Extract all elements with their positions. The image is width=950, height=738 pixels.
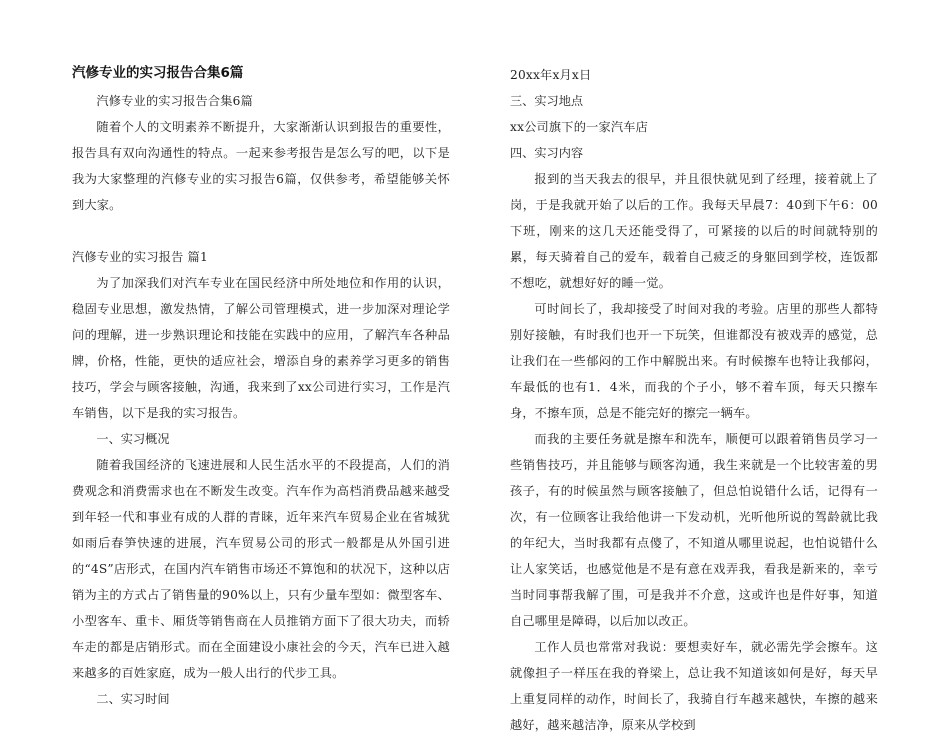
body-paragraph-1: 为了加深我们对汽车专业在国民经济中所处地位和作用的认识，稳固专业思想，激发热情，了解公司管理模式，进一步加深对理论学问的理解，进一步熟识理论和技能在实践中的应用，了解汽车各种品牌，价格，性能，更快的适应社会，增添自身的素养学习更多的销售技巧，学会与顾客接触，沟通，我来到了xx公司进行实习，工作是汽车销售，以下是我的实习报告。 [72, 276, 450, 420]
left-column [72, 62, 450, 712]
report-heading: 汽修专业的实习报告 篇1 [72, 250, 208, 264]
section-heading-time: 二、实习时间 [96, 692, 170, 706]
body-paragraph-3: 报到的当天我去的很早，并且很快就见到了经理，接着就上了岗，于是我就开始了以后的工作。我每天早晨7：40到下午6：00下班，刚来的这几天还能受得了，可紧接的以后的时间就特别的累，每天骑着自己的爱车，载着自己疲乏的身躯回到学校，连饭都不想吃，就想好好的睡一觉。 [510, 172, 878, 290]
body-paragraph-5: 而我的主要任务就是擦车和洗车，顺便可以跟着销售员学习一些销售技巧，并且能够与顾客沟通，我生来就是一个比较害羞的男孩子，有的时候虽然与顾客接触了，但总怕说错什么话，记得有一次，有一位顾客让我给他讲一下发动机，光听他所说的驾龄就比我的年纪大，当时我都有点傻了，不知道从哪里说起，也怕说错什么让人家笑话，也感觉他是不是有意在戏弄我，看我是新来的，幸亏当时同事帮我解了围，可是我并不介意，这或许也是件好事，知道自己哪里是障碍，以后加以改正。 [510, 432, 878, 628]
document-title: 汽修专业的实习报告合集6篇 [72, 65, 244, 81]
internship-location: xx公司旗下的一家汽车店 [510, 120, 649, 134]
right-column [510, 62, 878, 738]
internship-date: 20xx年x月x日 [510, 68, 592, 82]
paragraph-gap [72, 218, 450, 244]
section-heading-location: 三、实习地点 [510, 94, 584, 108]
section-heading-overview: 一、实习概况 [96, 432, 170, 446]
body-paragraph-2: 随着我国经济的飞速进展和人民生活水平的不段提高，人们的消费观念和消费需求也在不断发生改变。汽车作为高档消费品越来越受到年轻一代和事业有成的人群的青睐，近年来汽车贸易企业在省城犹如雨后春笋快速的进展，汽车贸易公司的形式一般都是从外国引进的“4S”店形式，在国内汽车销售市场还不算饱和的状况下，这种以店销为主的方式占了销售量的90%以上，只有少量车型如：微型客车、小型客车、重卡、厢货等销售商在人员推销方面下了很大功夫，而轿车走的都是店销形式。而在全面建设小康社会的今天，汽车已进入越来越多的百姓家庭，成为一般人出行的代步工具。 [72, 458, 450, 680]
body-paragraph-4: 可时间长了，我却接受了时间对我的考验。店里的那些人都特别好接触，有时我们也开一下玩笑，但谁都没有被戏弄的感觉，总让我们在一些郁闷的工作中解脱出来。有时候擦车也特让我郁闷，车最低的也有1．4米，而我的个子小，够不着车顶，每天只擦车身，不擦车顶，总是不能完好的擦完一辆车。 [510, 302, 878, 420]
intro-paragraph: 随着个人的文明素养不断提升，大家渐渐认识到报告的重要性，报告具有双向沟通性的特点。一起来参考报告是怎么写的吧，以下是我为大家整理的汽修专业的实习报告6篇，仅供参考，希望能够关怀到大家。 [72, 120, 450, 212]
section-heading-content: 四、实习内容 [510, 146, 584, 160]
document-subtitle: 汽修专业的实习报告合集6篇 [96, 94, 253, 108]
body-paragraph-6: 工作人员也常常对我说：要想卖好车，就必需先学会擦车。这就像担子一样压在我的脊梁上，总让我不知道该如何是好，每天早上重复同样的动作，时间长了，我骑自行车越来越快，车擦的越来越好，越来越洁净，原来从学校到 [510, 640, 878, 732]
